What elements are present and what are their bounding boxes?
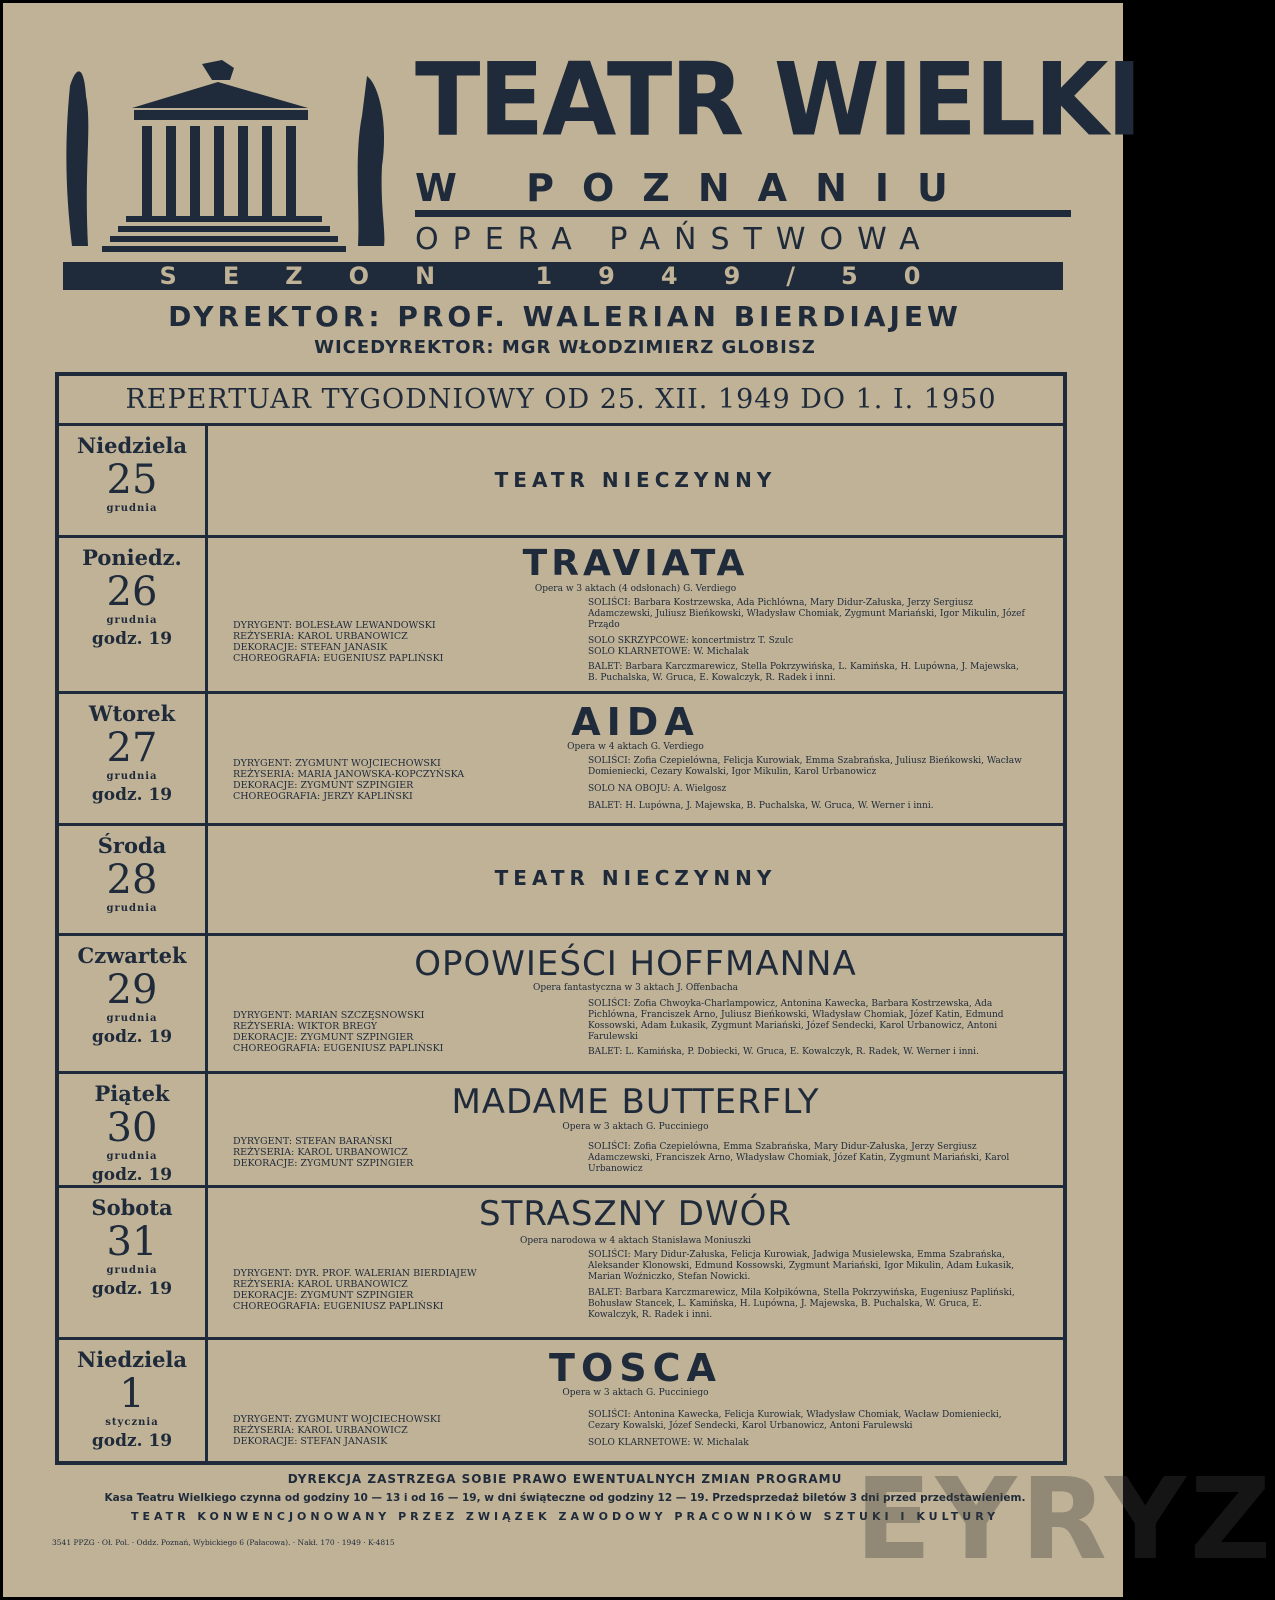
day-number: 31 [106, 1219, 158, 1265]
staff-line: DEKORACJE: ZYGMUNT SZPINGIER [233, 1290, 414, 1301]
staff-list [233, 758, 464, 802]
performance-subtitle: Opera fantastyczna w 3 aktach J. Offenbacha [532, 983, 739, 993]
staff-line: DYRYGENT: ZYGMUNT WOJCIECHOWSKI [233, 758, 441, 769]
day-row [59, 426, 1063, 538]
day-hour: godz. 19 [91, 785, 173, 805]
day-month: stycznia [105, 1417, 159, 1428]
day-number: 28 [106, 857, 158, 903]
day-cell [59, 538, 208, 691]
ballet-text: BALET: L. Kamińska, P. Dobiecki, W. Gruca, E. Kowalczyk, R. Radek, W. Werner i inni. [588, 1047, 979, 1057]
staff-line: REŻYSERIA: KAROL URBANOWICZ [233, 1425, 408, 1436]
day-row [59, 1340, 1063, 1461]
day-month: grudnia [106, 771, 158, 782]
staff-line: DYRYGENT: MARIAN SZCZĘSNOWSKI [233, 1010, 425, 1021]
staff-list [233, 1010, 443, 1054]
day-content [208, 936, 1063, 1071]
staff-line: DEKORACJE: STEFAN JANASIK [233, 1436, 388, 1447]
footer-union: TEATR KONWENCJONOWANY PRZEZ ZWIĄZEK ZAWODOWY PRACOWNIKÓW SZTUKI I KULTURY [130, 1510, 1000, 1523]
day-content [208, 694, 1063, 823]
performance-title: MADAME BUTTERFLY [451, 1082, 820, 1122]
day-hour: godz. 19 [91, 629, 173, 649]
day-content [208, 1188, 1063, 1337]
performance-subtitle: Opera w 3 aktach (4 odsłonach) G. Verdiego [534, 584, 737, 594]
day-content [208, 426, 1063, 535]
staff-line: DYRYGENT: DYR. PROF. WALERIAN BIERDIAJEW [233, 1268, 477, 1279]
cast-list [588, 999, 1028, 1058]
staff-list [233, 620, 443, 664]
staff-line: CHOREOGRAFIA: EUGENIUSZ PAPLIŃSKI [233, 1301, 444, 1312]
day-cell [59, 1340, 208, 1461]
performance-subtitle: Opera w 4 aktach G. Verdiego [567, 742, 704, 752]
archive-watermark: EYRYZ [855, 1455, 1275, 1585]
day-number: 30 [106, 1105, 158, 1151]
ballet-text: BALET: H. Lupówna, J. Majewska, B. Puchalska, W. Gruca, W. Werner i inni. [588, 801, 934, 811]
solo-instrument: SOLO SKRZYPCOWE: koncertmistrz T. Szulc [588, 636, 794, 646]
day-content [208, 538, 1063, 691]
day-name: Czwartek [77, 943, 187, 968]
day-month: grudnia [106, 1013, 158, 1024]
staff-line: DYRYGENT: ZYGMUNT WOJCIECHOWSKI [233, 1414, 441, 1425]
staff-line: DEKORACJE: STEFAN JANASIK [233, 642, 388, 653]
day-content [208, 1074, 1063, 1185]
ballet-text: BALET: Barbara Karczmarewicz, Stella Pokrzywińska, L. Kamińska, H. Lupówna, J. Majewska, B. Puchalska, W. Gruca, E. Kowalczyk, R. Radek i inni. [588, 662, 1019, 683]
day-hour: godz. 19 [91, 1165, 173, 1185]
theatre-closed-label: TEATR NIECZYNNY [494, 468, 777, 492]
footer-box-office: Kasa Teatru Wielkiego czynna od godziny 10 — 13 i od 16 — 19, w dni świąteczne od godziny 12 — 19. Przedsprzedaż biletów 3 dni przed przedstawieniem. [104, 1492, 1026, 1504]
staff-line: REŻYSERIA: KAROL URBANOWICZ [233, 1147, 408, 1158]
performance-subtitle: Opera narodowa w 4 aktach Stanisława Moniuszki [519, 1236, 752, 1246]
day-number: 1 [119, 1371, 145, 1417]
day-row [59, 538, 1063, 694]
soloists-text: SOLIŚCI: Mary Didur-Załuska, Felicja Kurowiak, Jadwiga Musielewska, Emma Szabrańska, Aleksander Klonowski, Edmund Kossowski, Zygmunt Mariański, Igor Mikulin, Adam Łukasik, Marian Woźniczko, Stefan Nowicki. [588, 1250, 1015, 1282]
cast-list [588, 1410, 1028, 1449]
day-content [208, 1340, 1063, 1461]
footer-notice: DYREKCJA ZASTRZEGA SOBIE PRAWO EWENTUALNYCH ZMIAN PROGRAMU [287, 1472, 843, 1486]
ballet-text: BALET: Barbara Karczmarewicz, Mila Kołpikówna, Stella Pokrzywińska, Eugeniusz Papliński, Bohusław Stancek, L. Kamińska, H. Lupówna, J. Majewska, B. Puchalska, W. Gruca, E. Kowalczyk, R. Radek i inni. [588, 1288, 1015, 1320]
day-cell [59, 1188, 208, 1337]
performance-subtitle: Opera w 3 aktach G. Pucciniego [562, 1122, 709, 1132]
cast-list [588, 756, 1028, 812]
staff-list [233, 1136, 413, 1169]
day-hour: godz. 19 [91, 1027, 173, 1047]
print-info: 3541 PPZG · Oł. Pol. · Oddz. Poznań, Wybickiego 6 (Pałacowa). · Nakł. 170 · 1949 · K-4815 [52, 1538, 395, 1547]
day-name: Poniedz. [82, 545, 182, 570]
staff-line: DEKORACJE: ZYGMUNT SZPINGIER [233, 1158, 414, 1169]
theatre-building-logo [62, 56, 394, 252]
director-line: DYREKTOR: PROF. WALERIAN BIERDIAJEW [168, 300, 962, 333]
staff-line: CHOREOGRAFIA: JERZY KAPLIŃSKI [233, 791, 413, 802]
day-row [59, 1074, 1063, 1188]
day-name: Niedziela [76, 433, 188, 458]
cast-list [588, 1142, 1028, 1175]
city-underline [415, 210, 1071, 217]
staff-list [233, 1268, 477, 1312]
day-content [208, 826, 1063, 933]
soloists-text: SOLIŚCI: Zofia Chwoyka-Charlampowicz, Antonina Kawecka, Barbara Kostrzewska, Ada Pichlówna, Franciszek Arno, Juliusz Bieńkowski, Władysław Chomiak, Józef Katin, Edmund Kossowski, Adam Łukasik, Zygmunt Mariański, Józef Sendecki, Karol Urbanowicz, Antoni Farulewski [588, 999, 1004, 1042]
day-cell [59, 694, 208, 823]
day-row [59, 936, 1063, 1074]
staff-line: DEKORACJE: ZYGMUNT SZPINGIER [233, 1032, 414, 1043]
vice-director-line: WICEDYREKTOR: MGR WŁODZIMIERZ GLOBISZ [314, 337, 816, 358]
day-cell [59, 1074, 208, 1185]
staff-line: DEKORACJE: ZYGMUNT SZPINGIER [233, 780, 414, 791]
day-number: 25 [106, 457, 158, 503]
performance-title: OPOWIEŚCI HOFFMANNA [414, 944, 857, 984]
staff-line: REŻYSERIA: KAROL URBANOWICZ [233, 631, 408, 642]
day-name: Środa [97, 833, 167, 858]
performance-title: TRAVIATA [522, 543, 749, 584]
performance-title: STRASZNY DWÓR [479, 1194, 792, 1234]
staff-line: DYRYGENT: STEFAN BARAŃSKI [233, 1136, 393, 1147]
day-cell [59, 936, 208, 1071]
day-row [59, 826, 1063, 936]
day-name: Sobota [91, 1195, 173, 1220]
day-number: 29 [106, 967, 158, 1013]
day-month: grudnia [106, 503, 158, 514]
soloists-text: SOLIŚCI: Zofia Czepielówna, Emma Szabrańska, Mary Didur-Załuska, Jerzy Sergiusz Adamczewski, Franciszek Arno, Władysław Chomiak, Józef Katin, Zygmunt Mariański, Karol Urbanowicz [588, 1142, 1010, 1174]
staff-line: REŻYSERIA: MARIA JANOWSKA-KOPCZYŃSKA [233, 769, 465, 780]
day-name: Piątek [94, 1081, 170, 1106]
opera-subtitle: OPERA PAŃSTWOWA [415, 222, 934, 257]
performance-title: AIDA [571, 700, 700, 744]
staff-line: CHOREOGRAFIA: EUGENIUSZ PAPLIŃSKI [233, 1043, 444, 1054]
staff-list [233, 1414, 441, 1447]
day-month: grudnia [106, 615, 158, 626]
day-month: grudnia [106, 903, 158, 914]
day-cell [59, 426, 208, 535]
staff-line: DYRYGENT: BOLESŁAW LEWANDOWSKI [233, 620, 436, 631]
staff-line: REŻYSERIA: KAROL URBANOWICZ [233, 1279, 408, 1290]
cast-list [588, 1250, 1028, 1321]
soloists-text: SOLIŚCI: Antonina Kawecka, Felicja Kurowiak, Władysław Chomiak, Wacław Domieniecki, Cezary Kowalski, Józef Sendecki, Karol Urbanowicz, Antoni Farulewski [588, 1410, 1002, 1431]
day-hour: godz. 19 [91, 1279, 173, 1299]
performance-subtitle: Opera w 3 aktach G. Pucciniego [562, 1388, 709, 1398]
day-row [59, 1188, 1063, 1340]
day-cell [59, 826, 208, 933]
theatre-title: TEATR WIELKI [415, 41, 1141, 159]
day-name: Wtorek [88, 701, 176, 726]
day-number: 27 [106, 725, 158, 771]
solo-instrument: SOLO NA OBOJU: A. Wielgosz [588, 784, 727, 794]
day-month: grudnia [106, 1151, 158, 1162]
day-row [59, 694, 1063, 826]
theatre-closed-label: TEATR NIECZYNNY [494, 866, 777, 890]
cast-list [588, 598, 1028, 684]
day-month: grudnia [106, 1265, 158, 1276]
repertoire-title: REPERTUAR TYGODNIOWY OD 25. XII. 1949 DO 1. I. 1950 [59, 376, 1063, 426]
day-hour: godz. 19 [91, 1431, 173, 1451]
day-number: 26 [106, 569, 158, 615]
performance-title: TOSCA [549, 1346, 722, 1390]
day-name: Niedziela [76, 1347, 188, 1372]
theatre-city: W POZNANIU [415, 166, 976, 210]
soloists-text: SOLIŚCI: Zofia Czepielówna, Felicja Kurowiak, Emma Szabrańska, Juliusz Bieńkowski, Wacław Domieniecki, Cezary Kowalski, Igor Mikulin, Karol Urbanowicz [588, 756, 1022, 777]
staff-line: CHOREOGRAFIA: EUGENIUSZ PAPLIŃSKI [233, 653, 444, 664]
solo-instrument: SOLO KLARNETOWE: W. Michalak [588, 647, 749, 657]
solo-instrument: SOLO KLARNETOWE: W. Michalak [588, 1438, 749, 1448]
season-banner: SEZON 1949/50 [63, 262, 1063, 290]
soloists-text: SOLIŚCI: Barbara Kostrzewska, Ada Pichlówna, Mary Didur-Załuska, Jerzy Sergiusz Adamczewski, Juliusz Bieńkowski, Władysław Chomiak, Zygmunt Mariański, Igor Mikulin, Józef Prządo [588, 598, 1025, 630]
staff-line: REŻYSERIA: WIKTOR BREGY [233, 1021, 378, 1032]
